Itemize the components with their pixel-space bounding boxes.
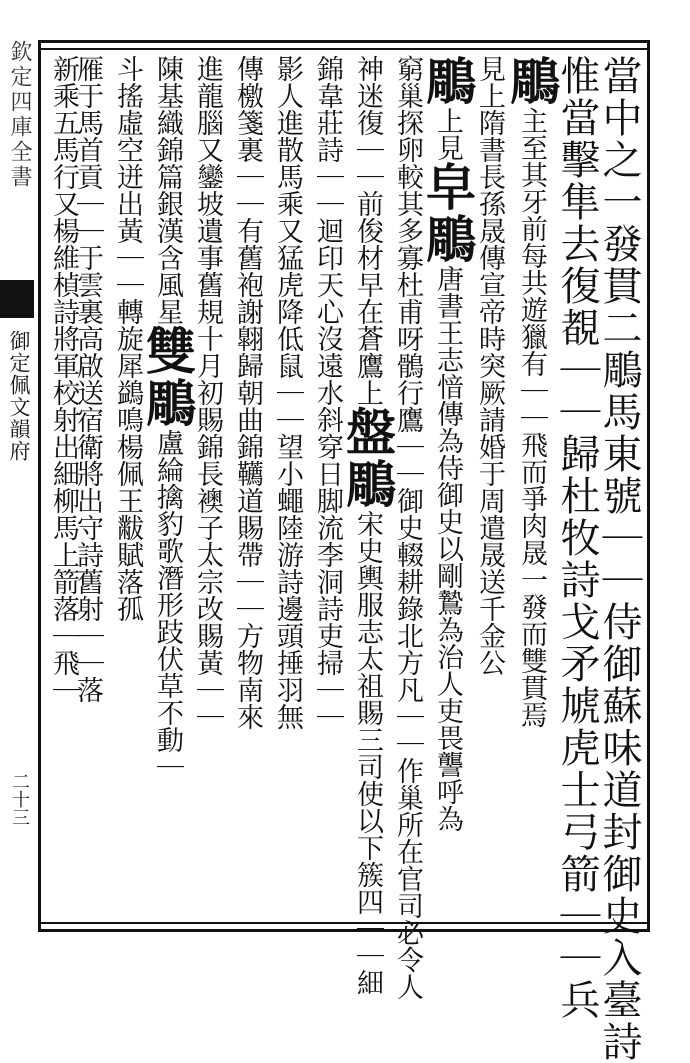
text-column-9: 傳檄箋裏｜｜有舊袍謝翺歸朝曲錦韉道賜帶｜｜方物南來	[232, 55, 263, 730]
text-column-4: 鵰上見皁鵰唐書王志愔傳為侍御史以剛鷙為治人吏畏讋呼為	[418, 55, 477, 832]
headword: 鵰	[418, 55, 477, 107]
text-column-3: 鵰主至其牙前每共遊獵有｜｜飛而爭肉晟一發而雙貫焉	[502, 55, 561, 728]
page-number: 二十三	[9, 772, 30, 826]
headword: 皁鵰	[418, 161, 477, 265]
text-column-7: 錦韋莊詩｜｜迴印天心沒遠水斜穿日脚流李洞詩吏掃｜｜	[312, 55, 343, 730]
text-column-14: 新乘五馬行又楊維楨詩將軍校射出細柳馬上箭落｜飛｜	[48, 55, 79, 703]
headword: 雙鵰	[138, 325, 197, 429]
text-column-10: 進龍腦又鑾坡遺事舊規十月初賜錦長襖子太宗改賜黃｜｜	[192, 55, 223, 730]
text-column-3b: 見上隋書長孫晟傳宣帝時突厥請婚于周遣晟送千金公	[474, 55, 505, 676]
headword: 鵰	[502, 55, 561, 107]
margin-black-bar	[0, 280, 34, 318]
text-column-13: 雁于馬首貢｜｜于雲裏高啟送宿衛將出守詩舊射｜｜落	[72, 55, 103, 703]
text-column-8: 影人進散馬乘又猛虎降低鼠｜｜望小蠅陸游詩邊頭捶羽無	[272, 55, 303, 730]
top-rule	[38, 48, 650, 50]
book-title: 御定佩文韻府	[7, 330, 31, 462]
text-column-2: 惟當擊隼去復覩｜｜歸杜牧詩戈矛虓虎士弓箭｜｜兵	[554, 55, 600, 1021]
text-column-1: 當中之一發貫二鵰馬東號｜｜侍御蘇味道封御史入臺詩	[596, 55, 642, 1063]
margin-title: 欽定四庫全書	[7, 40, 32, 190]
text-column-11: 陳基織錦篇銀漢含風星雙鵰盧綸擒豹歌潛形跂伏草不動｜	[138, 55, 197, 780]
text-column-6: 神迷復｜｜前俊材早在蒼鷹上盤鵰宋史輿服志太祖賜三司使以下簇四｜｜細	[338, 55, 397, 996]
text-column-5: 窮巢探卵較其多寡杜甫呀鶻行鷹｜｜御史輟耕錄北方凡｜｜作巢所在官司必令人	[392, 55, 423, 1000]
text-column-12: 斗搖虛空迸出黃｜｜轉旋犀鷁鳴楊佩王黻賦落孤	[112, 55, 143, 622]
headword: 盤鵰	[338, 406, 397, 510]
